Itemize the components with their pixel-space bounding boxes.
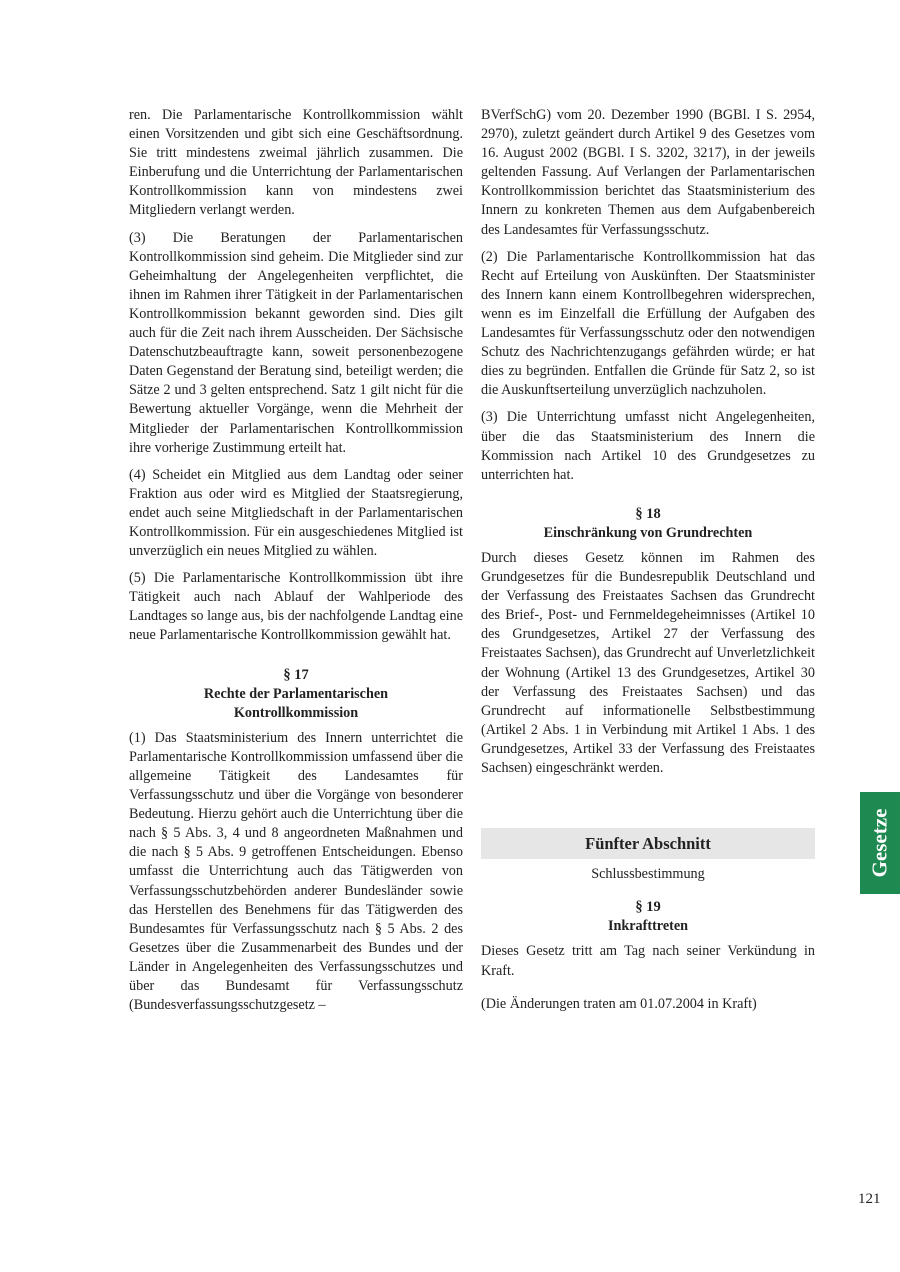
paragraph: (1) Das Staatsministerium des Innern unterrichtet die Parlamentarische Kontrollkommission umfassend über die allgemeine Tätigkeit des Landesamtes für Verfassungsschutz und über die Vorgänge von besonderer Bedeutung. Hierzu gehört auch die Unterrichtung über die nach § 5 Abs. 3, 4 und 8 angeordneten Maßnahmen und die nach § 5 Abs. 9 getroffenen Entscheidungen. Ebenso umfasst die Unterrichtung auch das Tätigwerden von Verfassungsschutzbehörden anderer Bundesländer sowie das Herstellen des Benehmens für das Tätigwerden des Bundesamtes für Verfassungsschutz nach § 5 Abs. 2 des Gesetzes über die Zusammenarbeit des Bundes und der Länder in Angelegenheiten des Verfassungsschutzes und über das Bundesamt für Verfassungsschutz (Bundesverfassungsschutzgesetz – [129,729,463,1014]
paragraph: (2) Die Parlamentarische Kontrollkommission hat das Recht auf Erteilung von Auskünften. Der Staatsminister des Innern kann einem Kontrollbegehren widersprechen, wenn es im Einzelfall die Erfüllung der Aufgaben des Landesamtes für Verfassungsschutz oder den notwendigen Schutz des Nachrichtenzugangs gefährden würde; er hat dies zu begründen. Entfallen die Gründe für Satz 2, so ist die Auskunftserteilung unverzüglich nachzuholen. [481,248,815,399]
paragraph: Durch dieses Gesetz können im Rahmen des Grundgesetzes für die Bundesrepublik Deutschland und der Verfassung des Freistaates Sachsen das Grundrecht des Brief-, Post- und Fernmeldegeheimnisses (Artikel 10 des Grundgesetzes, Artikel 27 der Verfassung des Freistaates Sachsen), das Grundrecht auf Unverletzlichkeit der Wohnung (Artikel 13 des Grundgesetzes, Artikel 30 der Verfassung des Freistaates Sachsen) und das Grundrecht auf informationelle Selbstbestimmung (Artikel 2 Abs. 1 in Verbindung mit Artikel 1 Abs. 1 des Grundgesetzes, Artikel 33 der Verfassung des Freistaates Sachsen) eingeschränkt werden. [481,549,815,776]
section-title: Inkrafttreten [607,918,689,935]
paragraph: (4) Scheidet ein Mitglied aus dem Landtag oder seiner Fraktion aus oder wird es Mitglied der Staatsregierung, endet auch seine Mitgliedschaft in der Parlamentarischen Kontrollkommission. Für ein ausgeschiedenes Mitglied ist unverzüglich ein neues Mitglied zu wählen. [129,466,463,560]
section-title: Einschränkung von Grundrechten [543,524,753,541]
paragraph: (5) Die Parlamentarische Kontrollkommission übt ihre Tätigkeit auch nach Ablauf der Wahlperiode des Landtages so lange aus, bis der nachfolgende Landtag eine neue Parlamentarische Kontrollkommission gewählt hat. [129,570,463,644]
section-tab [860,792,900,894]
paragraph: BVerfSchG) vom 20. Dezember 1990 (BGBl. I S. 2954, 2970), zuletzt geändert durch Artikel 9 des Gesetzes vom 16. August 2002 (BGBl. I S. 3202, 3217), in der jeweils geltenden Fassung. Auf Verlangen der Parlamentarischen Kontrollkommission berichtet das Staatsministerium des Innern zu konkreten Themen aus dem Aufgabenbereich des Landesamtes für Verfassungsschutz. [481,107,815,238]
section-tab-label: Gesetze [867,808,892,878]
section-number: § 19 [635,899,661,916]
section-number: § 17 [283,666,309,683]
chapter-heading: Fünfter Abschnitt [481,828,815,859]
right-column [481,106,815,1022]
paragraph: (3) Die Unterrichtung umfasst nicht Angelegenheiten, über die das Staatsministerium des Innern die Kommission nach Artikel 10 des Grundgesetzes zu unterrichten hat. [481,409,815,483]
paragraph: (3) Die Beratungen der Parlamentarischen Kontrollkommission sind geheim. Die Mitglieder sind zur Geheimhaltung der Angelegenheiten verpflichtet, die ihnen im Rahmen ihrer Tätigkeit in der Parlamentarischen Kontrollkommission bekannt geworden sind. Dies gilt auch für die Zeit nach ihrem Ausscheiden. Der Sächsische Datenschutzbeauftragte kann, soweit personenbezogene Daten Gegenstand der Beratung sind, beteiligt werden; die Sätze 2 und 3 gelten entsprechend. Satz 1 gilt nicht für die Bewertung aktueller Vorgänge, wenn die Mehrheit der Mitglieder der Parlamentarischen Kontrollkommission ihre vorherige Zustimmung erteilt hat. [129,229,463,456]
paragraph: Dieses Gesetz tritt am Tag nach seiner Verkündung in Kraft. [481,943,815,979]
section-number: § 18 [635,505,661,522]
left-column [129,106,463,1023]
paragraph: ren. Die Parlamentarische Kontrollkommission wählt einen Vorsitzenden und gibt sich eine Geschäftsordnung. Sie tritt mindestens zweimal jährlich zusammen. Die Einberufung und die Unterrichtung der Parlamentarischen Kontrollkommission kann von mindestens zwei Mitgliedern verlangt werden. [129,107,463,219]
section-title-line-1: Rechte der Parlamentarischen [203,685,389,702]
chapter-subtitle: Schlussbestimmung [591,866,705,883]
section-title-line-2: Kontrollkommission [233,704,359,721]
paragraph: (Die Änderungen traten am 01.07.2004 in Kraft) [481,995,757,1012]
page-number: 121 [858,1191,881,1207]
